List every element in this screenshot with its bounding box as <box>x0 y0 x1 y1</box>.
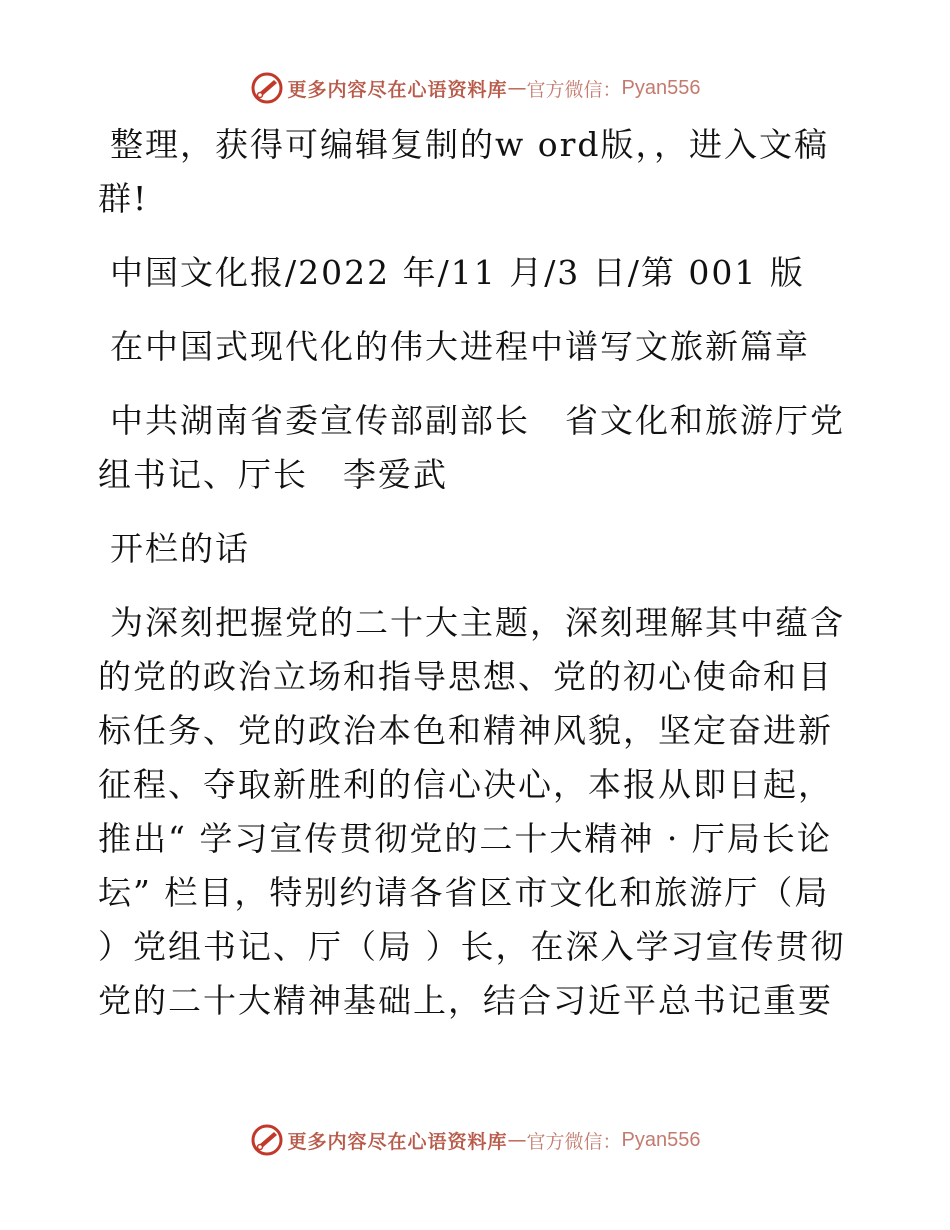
document-body <box>98 118 858 1048</box>
watermark-separator: — <box>507 77 527 99</box>
article-headline: 在中国式现代化的伟大进程中谱写文旅新篇章 <box>110 327 810 366</box>
footer-watermark <box>0 1120 950 1160</box>
watermark-id: Pyan556 <box>621 1128 701 1151</box>
watermark-label: 官方微信： <box>526 78 622 101</box>
intro-paragraph: 整理，获得可编辑复制的w ord版，，进入文稿群! <box>98 125 830 218</box>
watermark-separator: — <box>507 1129 527 1151</box>
watermark-main-text: 更多内容尽在心语资料库 <box>287 78 508 101</box>
brand-logo-icon <box>250 71 284 105</box>
watermark-label: 官方微信： <box>526 1130 622 1153</box>
brand-logo-icon <box>250 1123 284 1157</box>
source-line: 中国文化报/2022 年/11 月/3 日/第 001 版 <box>110 253 805 292</box>
watermark-main-text: 更多内容尽在心语资料库 <box>287 1130 508 1153</box>
header-watermark <box>0 68 950 108</box>
section-title: 开栏的话 <box>110 529 250 568</box>
body-paragraph: 为深刻把握党的二十大主题，深刻理解其中蕴含的党的政治立场和指导思想、党的初心使命和目标任务、党的政治本色和精神风貌，坚定奋进新征程、夺取新胜利的信心决心，本报从即日起，推出“ 学习宣传贯彻党的二十大精神 · 厅局长论坛” 栏目，特别约请各省区市文化和旅游厅（局 ）党组书记、厅（局 ）长，在深入学习宣传贯彻党的二十大精神基础上，结合习近平总书记重要 <box>98 603 846 1020</box>
byline: 中共湖南省委宣传部副部长 省文化和旅游厅党组书记、厅长 李爱武 <box>98 401 845 494</box>
watermark-id: Pyan556 <box>621 76 701 99</box>
